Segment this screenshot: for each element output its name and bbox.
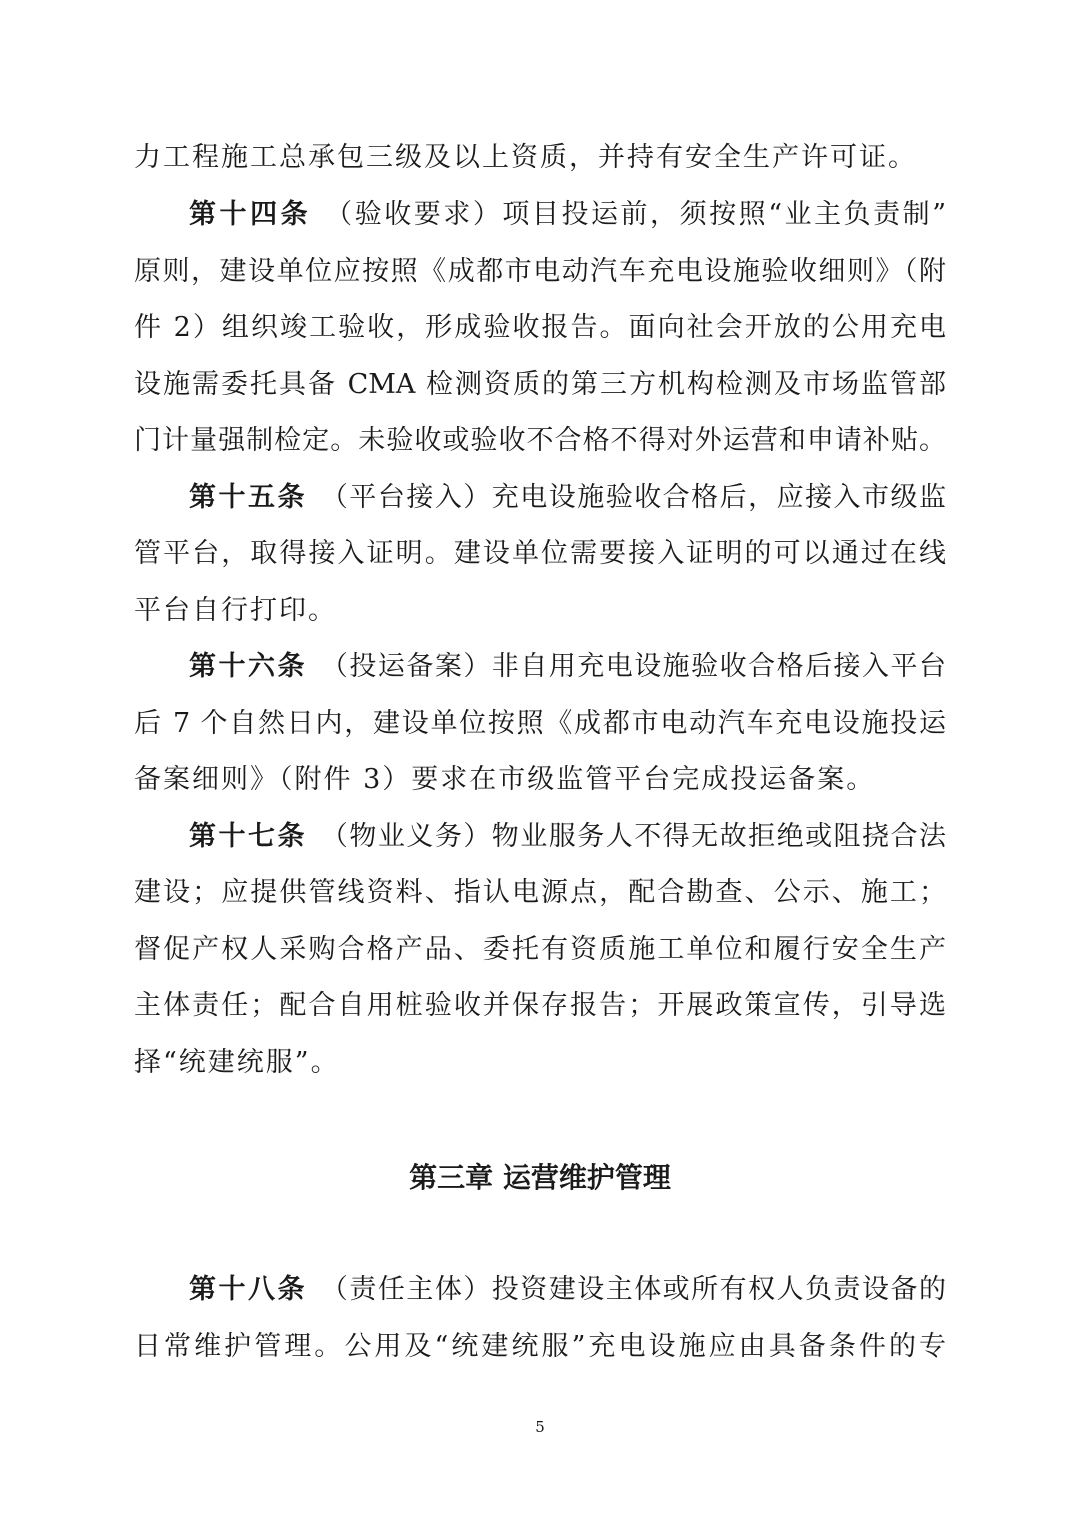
- article-18-text: （责任主体）投资建设主体或所有权人负责设备的: [320, 1274, 947, 1305]
- article-16-label: 第十六条: [189, 651, 307, 682]
- text-line: 主体责任；配合自用桩验收并保存报告；开展政策宣传，引导选: [134, 990, 946, 1021]
- text-line: 门计量强制检定。未验收或验收不合格不得对外运营和申请补贴。: [134, 425, 946, 456]
- article-15-label: 第十五条: [189, 482, 307, 513]
- text-line: 择“统建统服”。: [134, 1047, 340, 1078]
- text-line: 备案细则》（附件 3）要求在市级监管平台完成投运备案。: [134, 764, 876, 795]
- text-line: 设施需委托具备 CMA 检测资质的第三方机构检测及市场监管部: [134, 369, 946, 400]
- text-line: 平台自行打印。: [134, 595, 337, 626]
- text-line: 后 7 个自然日内，建设单位按照《成都市电动汽车充电设施投运: [134, 708, 946, 739]
- article-15-line: [189, 478, 946, 518]
- text-line: 件 2）组织竣工验收，形成验收报告。面向社会开放的公用充电: [134, 312, 946, 343]
- article-16-line: [189, 647, 946, 687]
- text-line: 日常维护管理。公用及“统建统服”充电设施应由具备条件的专: [134, 1331, 946, 1362]
- article-14-label: 第十四条: [189, 199, 312, 230]
- article-17-label: 第十七条: [189, 821, 307, 852]
- text-line: 建设；应提供管线资料、指认电源点，配合勘查、公示、施工；: [134, 877, 946, 908]
- article-17-text: （物业义务）物业服务人不得无故拒绝或阻挠合法: [320, 821, 947, 852]
- chapter-heading: 第三章 运营维护管理: [409, 1161, 671, 1194]
- article-18-label: 第十八条: [189, 1274, 307, 1305]
- article-18-line: [189, 1270, 946, 1310]
- article-14-text: （验收要求）项目投运前，须按照“业主负责制”: [325, 199, 947, 230]
- article-16-text: （投运备案）非自用充电设施验收合格后接入平台: [320, 651, 947, 682]
- text-line: 督促产权人采购合格产品、委托有资质施工单位和履行安全生产: [134, 934, 946, 965]
- article-15-text: （平台接入）充电设施验收合格后，应接入市级监: [320, 482, 947, 513]
- text-line: 管平台，取得接入证明。建设单位需要接入证明的可以通过在线: [134, 538, 946, 569]
- article-17-line: [189, 817, 946, 857]
- text-line: 力工程施工总承包三级及以上资质，并持有安全生产许可证。: [134, 142, 917, 173]
- article-14-line: [189, 195, 946, 235]
- text-line: 原则，建设单位应按照《成都市电动汽车充电设施验收细则》（附: [134, 256, 946, 287]
- page-number: 5: [535, 1418, 545, 1436]
